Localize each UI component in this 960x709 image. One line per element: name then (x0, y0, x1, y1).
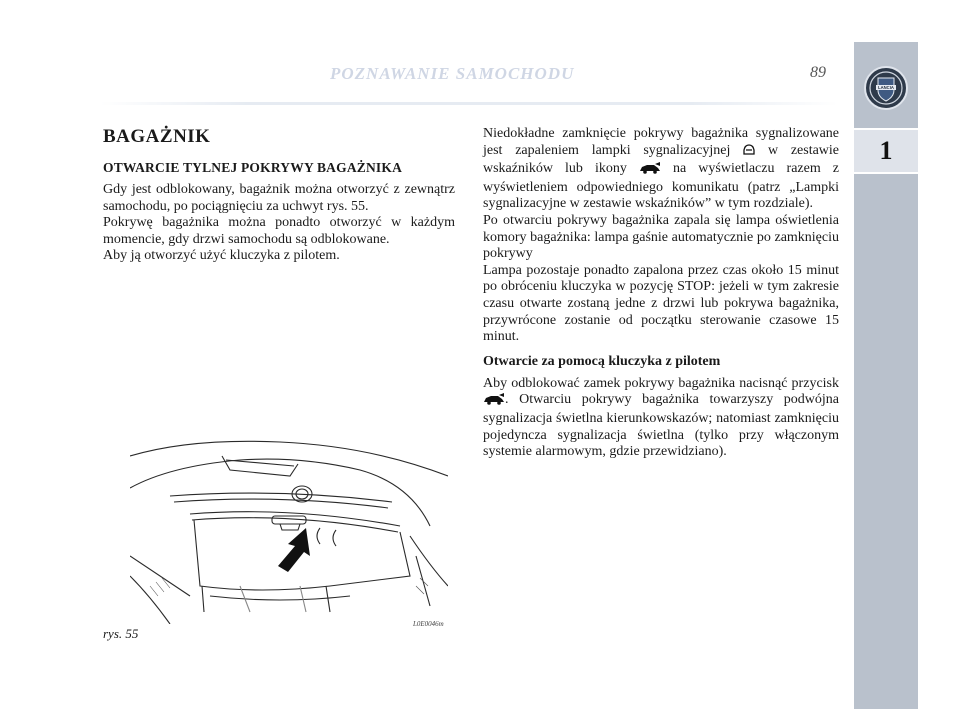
text-run: . Otwarciu pokrywy bagażnika towarzyszy podwójna sygnalizacja świetlna kierunkowskazów; natomiast zamknięciu pojedyncza sygnalizacja świetlna (tylko przy włączonym systemie alarmowym, gdzie przewidziano). (483, 392, 839, 460)
left-column (103, 126, 455, 265)
section-subheading: OTWARCIE TYLNEJ POKRYWY BAGAŻNIKA (103, 160, 403, 175)
section-heading: BAGAŻNIK (103, 126, 211, 147)
paragraph: Po otwarciu pokrywy bagażnika zapala się lampa oświetlenia komory bagażnika: lampa gaśnie automatycznie po zamknięciu pokrywy (483, 212, 839, 262)
figure-trunk-handle (130, 436, 448, 624)
lancia-logo (864, 66, 908, 110)
paragraph: Lampa pozostaje ponadto zapalona przez czas około 15 minut po obróceniu kluczyka w pozycję STOP: jeżeli w tym zakresie czasu otwarte zostaną jedne z drzwi lub pokrywa bagażnika, przywrócone zostanie od początku sterowanie czasowe 15 minut. (483, 262, 839, 345)
page-number: 89 (810, 64, 826, 81)
header-rule (100, 102, 838, 105)
trunk-open-warning-icon (743, 144, 755, 162)
pointer-arrow-icon (278, 528, 310, 572)
text-run: Aby odblokować zamek pokrywy bagażnika nacisnąć przycisk (483, 375, 839, 391)
running-header: POZNAWANIE SAMOCHODU (330, 64, 575, 83)
logo-text: LANCIA (878, 85, 894, 91)
text-run: w zestawie wskaźników lub ikony (483, 142, 840, 177)
trunk-release-button-icon (483, 393, 505, 411)
paragraph (483, 126, 839, 213)
text-run: Niedokładne zamknięcie pokrywy bagażnika sygnalizowane jest zapaleniem lampki sygnalizacyjnej (483, 126, 839, 158)
lancia-shield-icon (868, 70, 904, 106)
paragraph: Gdy jest odblokowany, bagażnik można otworzyć z zewnątrz samochodu, po pociągnięciu za uchwyt rys. 55. (103, 182, 455, 214)
paragraph (483, 376, 839, 461)
paragraph: Pokrywę bagażnika można ponadto otworzyć w każdym momencie, gdy drzwi samochodu są odblokowane. (103, 215, 455, 247)
paragraph: Aby ją otworzyć użyć kluczyka z pilotem. (103, 248, 340, 264)
figure-code: L0E0046m (413, 620, 444, 628)
chapter-number: 1 (879, 136, 893, 165)
chapter-tab[interactable] (854, 128, 918, 174)
subsection-heading: Otwarcie za pomocą kluczyka z pilotem (483, 353, 721, 369)
text-run: na wyświetlaczu razem z wyświetleniem odpowiedniego komunikatu (patrz „Lampki sygnalizacyjne w zestawie wskaźników” w tym rozdziale). (483, 161, 840, 212)
car-trunk-open-icon (639, 162, 661, 180)
right-column (483, 126, 839, 461)
figure-caption: rys. 55 (103, 626, 139, 641)
trunk-lid-illustration (130, 436, 448, 624)
